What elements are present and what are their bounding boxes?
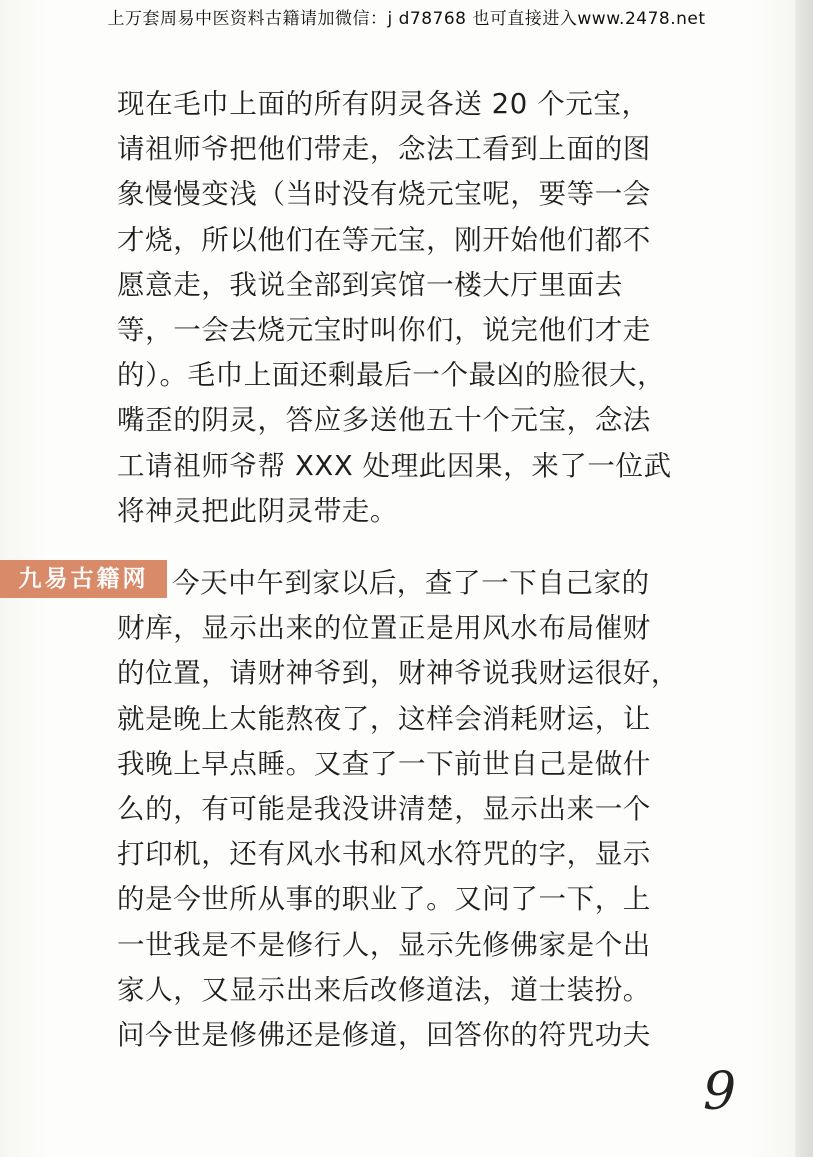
text-line: 象慢慢变浅（当时没有烧元宝呢，要等一会 bbox=[117, 178, 651, 211]
page-number: 9 bbox=[703, 1062, 737, 1122]
text-line: 问今世是修佛还是修道，回答你的符咒功夫 bbox=[117, 1019, 651, 1052]
text-line: 才烧，所以他们在等元宝，刚开始他们都不 bbox=[117, 223, 651, 256]
watermark-stamp: 九易古籍网 bbox=[0, 560, 167, 598]
paragraph-1 bbox=[117, 82, 697, 534]
text-line: 就是晚上太能熬夜了，这样会消耗财运，让 bbox=[117, 702, 651, 735]
text-line: 请祖师爷把他们带走，念法工看到上面的图 bbox=[117, 133, 651, 166]
page-spine-edge bbox=[795, 0, 813, 1157]
text-line: 现在毛巾上面的所有阴灵各送 20 个元宝， bbox=[117, 88, 650, 120]
text-line: 么的，有可能是我没讲清楚，显示出来一个 bbox=[117, 793, 651, 826]
text-line: 的位置，请财神爷到，财神爷说我财运很好， bbox=[117, 657, 679, 690]
text-line: 将神灵把此阴灵带走。 bbox=[117, 494, 398, 527]
text-line: 等，一会去烧元宝时叫你们，说完他们才走 bbox=[117, 314, 651, 347]
text-line: 打印机，还有风水书和风水符咒的字，显示 bbox=[117, 838, 651, 871]
text-line: 财库，显示出来的位置正是用风水布局催财 bbox=[117, 612, 651, 645]
text-line: 我晚上早点睡。又查了一下前世自己是做什 bbox=[117, 747, 651, 780]
text-line: 愿意走，我说全部到宾馆一楼大厅里面去 bbox=[117, 268, 623, 301]
text-line: 嘴歪的阴灵，答应多送他五十个元宝，念法 bbox=[117, 404, 651, 437]
text-line: 的是今世所从事的职业了。又问了一下，上 bbox=[117, 883, 651, 916]
text-line: 今天中午到家以后，查了一下自己家的 bbox=[172, 567, 650, 599]
text-line: 家人，又显示出来后改修道法，道士装扮。 bbox=[117, 973, 651, 1006]
text-line: 一世我是不是修行人，显示先修佛家是个出 bbox=[117, 928, 651, 961]
text-line: 工请祖师爷帮 XXX 处理此因果，来了一位武 bbox=[117, 449, 672, 482]
header-banner: 上万套周易中医资料古籍请加微信：j d78768 也可直接进入www.2478.net bbox=[107, 9, 706, 29]
paragraph-2 bbox=[117, 561, 697, 1058]
text-line: 的）。毛巾上面还剩最后一个最凶的脸很大， bbox=[117, 359, 666, 392]
